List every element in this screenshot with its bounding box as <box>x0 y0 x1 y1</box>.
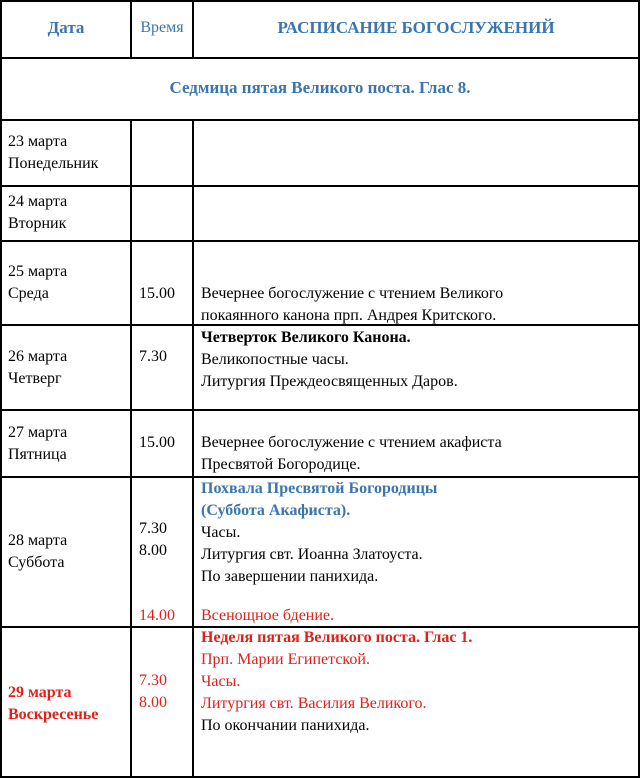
row-day: Понедельник <box>8 155 99 172</box>
table-row-date <box>8 346 67 390</box>
table-row-date <box>8 530 67 574</box>
row-times <box>139 518 167 562</box>
row-time: 14.00 <box>139 607 175 624</box>
row-times <box>139 283 175 305</box>
week-divider <box>1 119 639 121</box>
col-divider <box>192 120 194 778</box>
row-services <box>201 627 472 737</box>
service-line: Четверток Великого Канона. <box>201 329 411 346</box>
service-line: покаянного канона прп. Андрея Критского. <box>201 307 497 324</box>
row-date: 25 марта <box>8 263 68 280</box>
row-date: 23 марта <box>8 133 68 150</box>
row-services <box>201 283 503 327</box>
service-line: Часы. <box>201 673 241 690</box>
row-date: 26 марта <box>8 348 68 365</box>
row-date: 28 марта <box>8 532 68 549</box>
row-date: 29 марта <box>8 684 72 701</box>
service-line: По завершении панихида. <box>201 568 379 585</box>
service-line: Прп. Марии Египетской. <box>201 651 370 668</box>
row-day: Вторник <box>8 215 67 232</box>
header-time: Время <box>140 19 184 36</box>
service-line: Вечернее богослужение с чтением Великого <box>201 285 504 302</box>
row-times <box>139 432 175 454</box>
row-day: Суббота <box>8 554 65 571</box>
service-line: Пресвятой Богородице. <box>201 456 361 473</box>
table-border-left <box>0 0 2 778</box>
table-row-date <box>8 131 98 175</box>
service-line: Литургия Преждеосвященных Даров. <box>201 373 458 390</box>
row-time: 7.30 <box>139 520 167 537</box>
row-times <box>139 670 167 714</box>
week-title: Седмица пятая Великого поста. Глас 8. <box>169 78 471 97</box>
row-services <box>201 432 502 476</box>
service-line: Литургия свт. Василия Великого. <box>201 695 427 712</box>
row-divider <box>1 409 639 411</box>
table-row-date <box>8 422 67 466</box>
page-title: РАСПИСАНИЕ БОГОСЛУЖЕНИЙ <box>277 18 555 37</box>
row-day: Среда <box>8 285 49 302</box>
row-times <box>139 346 167 368</box>
row-time: 7.30 <box>139 672 167 689</box>
table-row-date <box>8 261 67 305</box>
row-divider <box>1 185 639 187</box>
header-date: Дата <box>47 18 85 37</box>
col-divider <box>130 120 132 778</box>
table-row-date <box>8 191 67 235</box>
row-services <box>201 478 437 588</box>
row-time: 8.00 <box>139 694 167 711</box>
row-times <box>139 605 175 627</box>
row-time: 15.00 <box>139 434 175 451</box>
row-day: Пятница <box>8 446 67 463</box>
service-line: Всенощное бдение. <box>201 607 335 624</box>
row-date: 27 марта <box>8 424 68 441</box>
row-time: 15.00 <box>139 285 175 302</box>
service-line: Великопостные часы. <box>201 351 349 368</box>
service-line: По окончании панихида. <box>201 717 370 734</box>
table-row-date <box>8 682 98 726</box>
row-day: Четверг <box>8 370 62 387</box>
row-divider <box>1 240 639 242</box>
service-line: (Суббота Акафиста). <box>201 502 351 519</box>
row-time: 7.30 <box>139 348 167 365</box>
row-time: 8.00 <box>139 542 167 559</box>
row-day: Воскресенье <box>8 706 99 723</box>
service-line: Часы. <box>201 524 241 541</box>
row-services <box>201 605 334 627</box>
row-date: 24 марта <box>8 193 68 210</box>
service-line: Неделя пятая Великого поста. Глас 1. <box>201 629 473 646</box>
table-border-top <box>1 0 639 2</box>
service-line: Похвала Пресвятой Богородицы <box>201 480 438 497</box>
header-divider <box>1 57 639 59</box>
service-line: Вечернее богослужение с чтением акафиста <box>201 434 502 451</box>
service-line: Литургия свт. Иоанна Златоуста. <box>201 546 423 563</box>
row-services <box>201 327 458 393</box>
